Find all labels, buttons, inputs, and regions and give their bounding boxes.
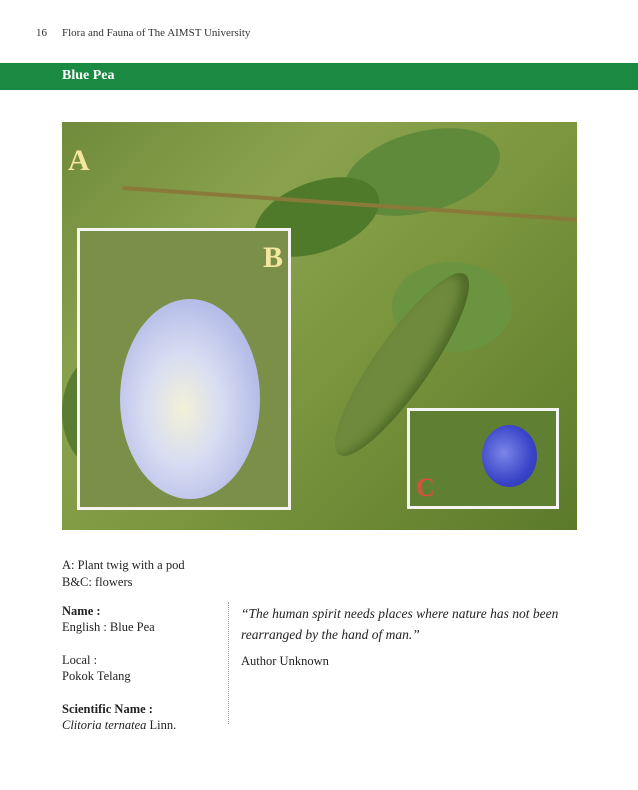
section-banner bbox=[0, 63, 638, 90]
inset-b-flower bbox=[77, 228, 291, 510]
inset-c-flower bbox=[407, 408, 559, 509]
plant-photo bbox=[62, 122, 577, 530]
caption-a: A: Plant twig with a pod bbox=[62, 558, 185, 572]
english-name: English : Blue Pea bbox=[62, 620, 155, 634]
local-name: Pokok Telang bbox=[62, 669, 131, 683]
scientific-binomial: Clitoria ternatea bbox=[62, 718, 147, 732]
scientific-heading: Scientific Name : bbox=[62, 702, 153, 716]
running-header bbox=[36, 27, 250, 39]
book-title: Flora and Fauna of The AIMST University bbox=[62, 27, 251, 39]
caption-bc: B&C: flowers bbox=[62, 575, 133, 589]
name-heading: Name : bbox=[62, 604, 101, 618]
scientific-authority: Linn. bbox=[146, 718, 177, 732]
section-title: Blue Pea bbox=[62, 68, 115, 83]
plant-info bbox=[62, 603, 222, 733]
scientific-name bbox=[62, 717, 222, 733]
column-divider bbox=[228, 602, 229, 724]
quote-author: Author Unknown bbox=[241, 654, 329, 668]
figure-captions bbox=[62, 557, 185, 591]
label-b: B bbox=[263, 241, 284, 274]
label-a: A bbox=[68, 144, 90, 177]
local-heading: Local : bbox=[62, 653, 98, 667]
label-c: C bbox=[416, 473, 435, 502]
page-number: 16 bbox=[36, 27, 47, 39]
quote-text: “The human spirit needs places where nature has not been rearranged by the hand of man.” bbox=[241, 606, 559, 642]
